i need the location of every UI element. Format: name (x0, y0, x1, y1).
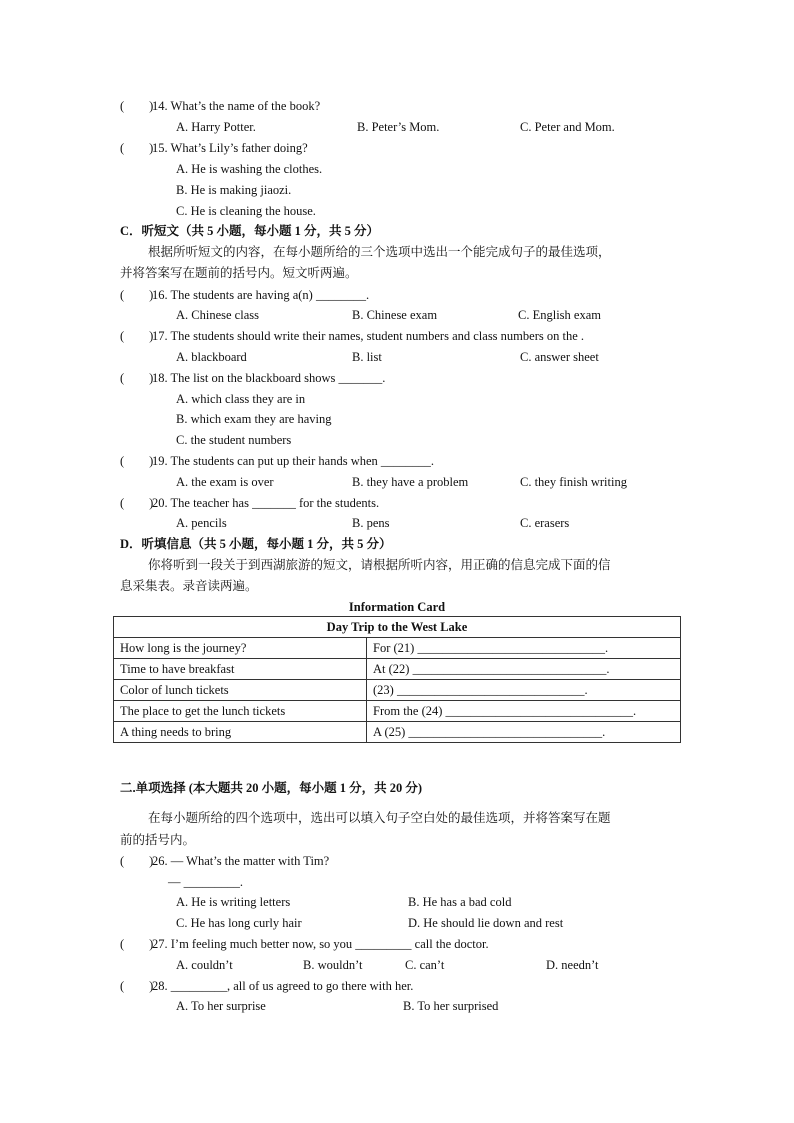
option-c-20: C. erasers (520, 516, 570, 530)
card-title: Information Card (348, 600, 446, 614)
option-b-15: B. He is making jiaozi. (176, 183, 292, 197)
table-row (114, 722, 681, 743)
row-label: The place to get the lunch tickets (114, 701, 367, 722)
answer-bracket[interactable]: ( ) (120, 854, 154, 868)
answer-bracket[interactable]: ( ) (120, 937, 154, 951)
option-a-27: A. couldn’t (176, 958, 233, 972)
answer-blank-25[interactable]: A (25) _______________________________. (367, 722, 681, 743)
information-card-table (113, 616, 681, 743)
table-row (114, 659, 681, 680)
option-c-18: C. the student numbers (176, 433, 292, 447)
answer-blank-22[interactable]: At (22) _______________________________. (367, 659, 681, 680)
question-stem-28: 28. _________, all of us agreed to go there with her. (152, 979, 414, 993)
option-a-26: A. He is writing letters (176, 895, 291, 909)
option-a-15: A. He is washing the clothes. (176, 162, 323, 176)
row-label: How long is the journey? (114, 638, 367, 659)
table-row (114, 701, 681, 722)
question-stem-18: 18. The list on the blackboard shows _______. (152, 371, 386, 385)
question-stem-26: 26. — What’s the matter with Tim? (152, 854, 330, 868)
option-b-14: B. Peter’s Mom. (357, 120, 440, 134)
option-b-28: B. To her surprised (403, 999, 499, 1013)
table-row (114, 680, 681, 701)
answer-bracket[interactable]: ( ) (120, 288, 154, 302)
option-c-17: C. answer sheet (520, 350, 599, 364)
answer-bracket[interactable]: ( ) (120, 496, 154, 510)
question-stem-20: 20. The teacher has _______ for the students. (152, 496, 380, 510)
section-heading-c: C．听短文（共 5 小题，每小题 1 分，共 5 分） (120, 224, 380, 238)
answer-bracket[interactable]: ( ) (120, 141, 154, 155)
table-title: Day Trip to the West Lake (114, 617, 681, 638)
option-a-19: A. the exam is over (176, 475, 274, 489)
option-c-19: C. they finish writing (520, 475, 627, 489)
table-row (114, 638, 681, 659)
instructions-d-line1: 你将听到一段关于到西湖旅游的短文，请根据所听内容，用正确的信息完成下面的信 (148, 558, 611, 572)
option-b-27: B. wouldn’t (303, 958, 363, 972)
option-a-14: A. Harry Potter. (176, 120, 256, 134)
answer-bracket[interactable]: ( ) (120, 329, 154, 343)
option-a-28: A. To her surprise (176, 999, 266, 1013)
section-heading-d: D．听填信息（共 5 小题，每小题 1 分，共 5 分） (120, 537, 392, 551)
answer-bracket[interactable]: ( ) (120, 371, 154, 385)
question-stem-27: 27. I’m feeling much better now, so you _________ call the doctor. (152, 937, 489, 951)
instructions-c-line1: 根据所听短文的内容，在每小题所给的三个选项中选出一个能完成句子的最佳选项， (148, 245, 611, 259)
option-d-27: D. needn’t (546, 958, 599, 972)
instructions-2-line2: 前的括号内。 (120, 833, 196, 847)
question-stem-14: 14. What’s the name of the book? (152, 99, 321, 113)
reply-blank-26: — _________. (168, 875, 243, 889)
answer-bracket[interactable]: ( ) (120, 454, 154, 468)
question-stem-19: 19. The students can put up their hands when ________. (152, 454, 435, 468)
question-stem-15: 15. What’s Lily’s father doing? (152, 141, 308, 155)
option-c-26: C. He has long curly hair (176, 916, 302, 930)
row-label: Time to have breakfast (114, 659, 367, 680)
option-a-20: A. pencils (176, 516, 227, 530)
option-a-18: A. which class they are in (176, 392, 306, 406)
question-stem-17: 17. The students should write their names, student numbers and class numbers on the . (152, 329, 584, 343)
option-b-19: B. they have a problem (352, 475, 469, 489)
option-d-26: D. He should lie down and rest (408, 916, 564, 930)
instructions-c-line2: 并将答案写在题前的括号内。短文听两遍。 (120, 266, 358, 280)
option-c-16: C. English exam (518, 308, 601, 322)
instructions-2-line1: 在每小题所给的四个选项中，选出可以填入句子空白处的最佳选项，并将答案写在题 (148, 811, 611, 825)
option-c-27: C. can’t (405, 958, 445, 972)
row-label: Color of lunch tickets (114, 680, 367, 701)
answer-blank-23[interactable]: (23) ______________________________. (367, 680, 681, 701)
row-label: A thing needs to bring (114, 722, 367, 743)
option-c-15: C. He is cleaning the house. (176, 204, 316, 218)
answer-blank-24[interactable]: From the (24) ______________________________. (367, 701, 681, 722)
option-b-18: B. which exam they are having (176, 412, 332, 426)
section-heading-2: 二.单项选择 (本大题共 20 小题，每小题 1 分，共 20 分) (120, 781, 423, 795)
option-b-16: B. Chinese exam (352, 308, 438, 322)
option-b-20: B. pens (352, 516, 390, 530)
option-b-26: B. He has a bad cold (408, 895, 512, 909)
option-b-17: B. list (352, 350, 382, 364)
option-a-17: A. blackboard (176, 350, 247, 364)
answer-bracket[interactable]: ( ) (120, 979, 154, 993)
option-a-16: A. Chinese class (176, 308, 259, 322)
answer-bracket[interactable]: ( ) (120, 99, 154, 113)
answer-blank-21[interactable]: For (21) ______________________________. (367, 638, 681, 659)
instructions-d-line2: 息采集表。录音读两遍。 (120, 579, 258, 593)
question-stem-16: 16. The students are having a(n) ________. (152, 288, 370, 302)
option-c-14: C. Peter and Mom. (520, 120, 615, 134)
